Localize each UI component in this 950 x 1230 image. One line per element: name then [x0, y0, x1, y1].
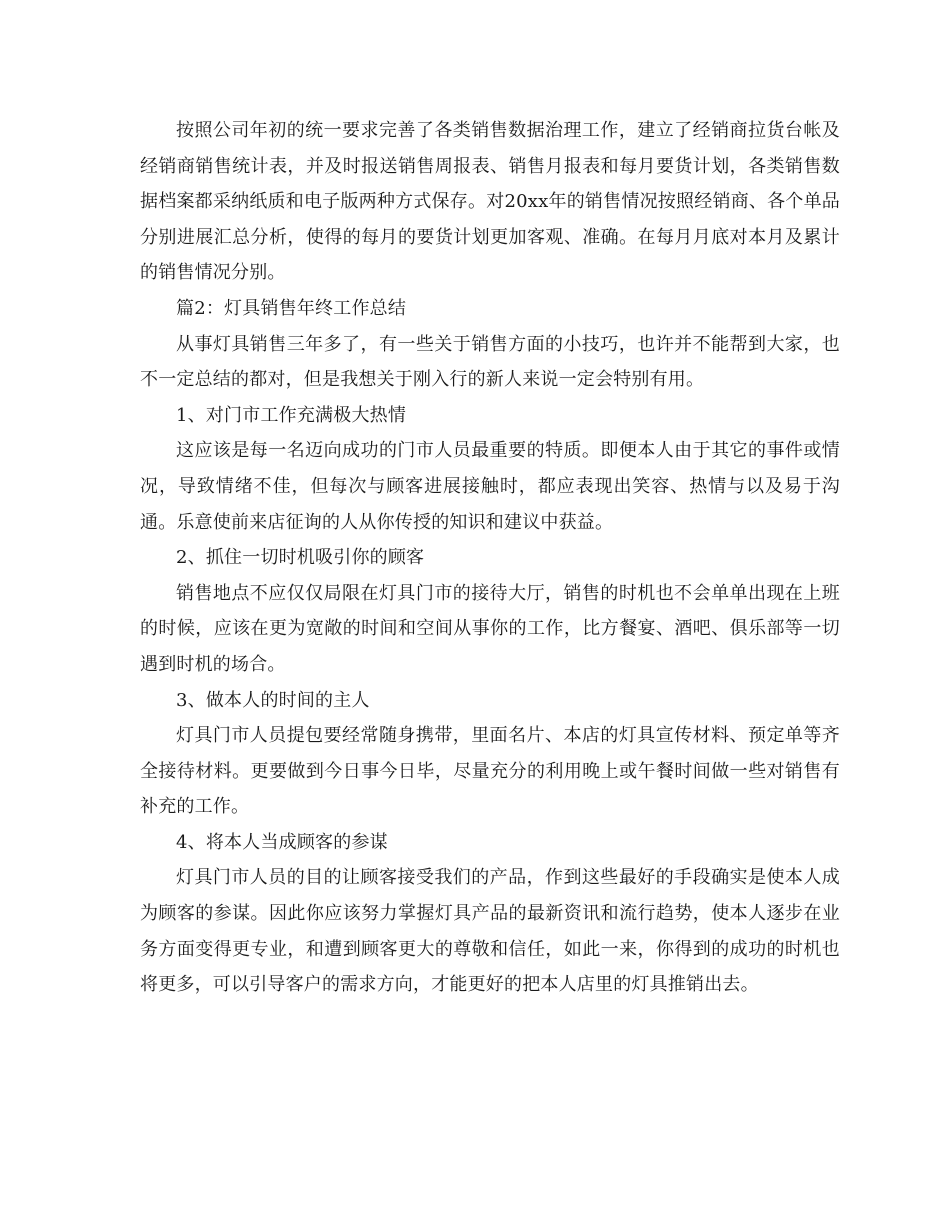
paragraph-point-1: 这应该是每一名迈向成功的门市人员最重要的特质。即便本人由于其它的事件或情况，导致情绪不佳，但每次与顾客进展接触时，都应表现出笑容、热情与以及易于沟通。乐意使前来店征询的人从你传授的知识和建议中获益。 — [140, 440, 840, 533]
heading-point-1: 1、对门市工作充满极大热情 — [176, 404, 407, 426]
heading-point-3: 3、做本人的时间的主人 — [176, 689, 370, 711]
paragraph-point-3: 灯具门市人员提包要经常随身携带，里面名片、本店的灯具宣传材料、预定单等齐全接待材料。更要做到今日事今日毕，尽量充分的利用晚上或午餐时间做一些对销售有补充的工作。 — [140, 725, 840, 818]
paragraph-point-2: 销售地点不应仅仅局限在灯具门市的接待大厅，销售的时机也不会单单出现在上班的时候，应该在更为宽敞的时间和空间从事你的工作，比方餐宴、酒吧、俱乐部等一切遇到时机的场合。 — [140, 582, 840, 675]
paragraph-point-4: 灯具门市人员的目的让顾客接受我们的产品，作到这些最好的手段确实是使本人成为顾客的参谋。因此你应该努力掌握灯具产品的最新资讯和流行趋势，使本人逐步在业务方面变得更专业，和遭到顾客更大的尊敬和信任，如此一来，你得到的成功的时机也将更多，可以引导客户的需求方向，才能更好的把本人店里的灯具推销出去。 — [140, 867, 840, 996]
paragraph-intro: 从事灯具销售三年多了，有一些关于销售方面的小技巧，也许并不能帮到大家，也不一定总结的都对，但是我想关于刚入行的新人来说一定会特别有用。 — [140, 333, 840, 391]
document-body — [140, 113, 840, 1003]
heading-point-2: 2、抓住一切时机吸引你的顾客 — [176, 547, 425, 569]
paragraph-sales-data-management: 按照公司年初的统一要求完善了各类销售数据治理工作，建立了经销商拉货台帐及经销商销售统计表，并及时报送销售周报表、销售月报表和每月要货计划，各类销售数据档案都采纳纸质和电子版两种方式保存。对20xx年的销售情况按照经销商、各个单品分别进展汇总分析，使得的每月的要货计划更加客观、准确。在每月月底对本月及累计的销售情况分别。 — [140, 120, 840, 284]
section-title-lighting-sales-summary: 篇2：灯具销售年终工作总结 — [176, 297, 407, 319]
heading-point-4: 4、将本人当成顾客的参谋 — [176, 831, 388, 853]
